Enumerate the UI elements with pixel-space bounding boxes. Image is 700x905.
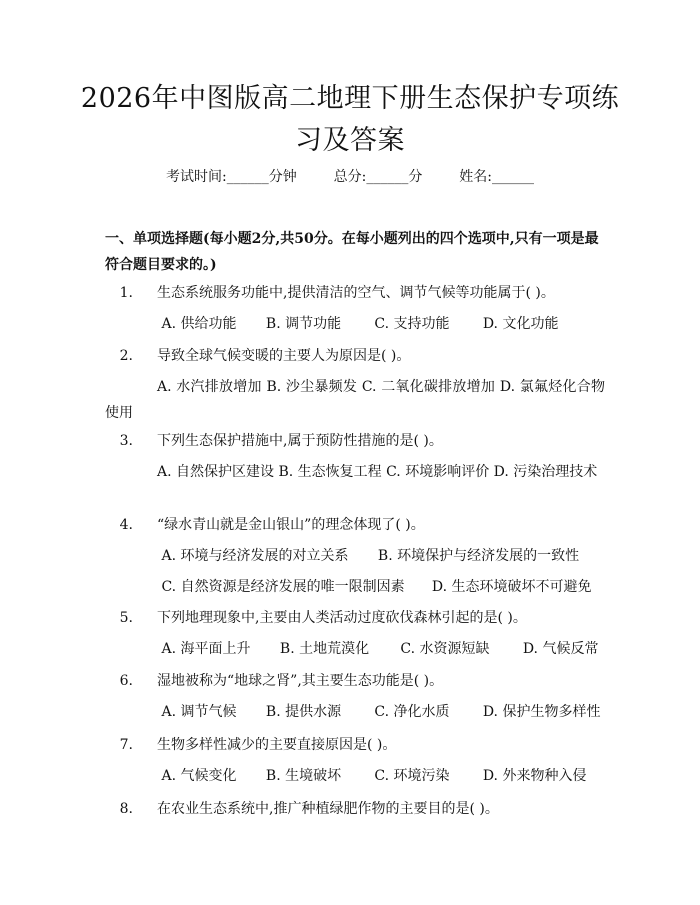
option: D. 生态环境破坏不可避免: [431, 579, 592, 595]
time-label: 考试时间:: [166, 169, 227, 185]
question-text: 下列生态保护措施中,属于预防性措施的是( )。: [157, 433, 443, 449]
question-options: [105, 459, 605, 485]
option: D. 外来物种入侵: [482, 768, 587, 784]
question-stem: [105, 732, 605, 758]
option: C. 环境污染: [374, 768, 450, 784]
question-text: 生物多样性减少的主要直接原因是( )。: [157, 737, 397, 753]
question-options: [105, 374, 605, 426]
name-label: 姓名:: [459, 169, 492, 185]
question-options: [105, 699, 605, 725]
question-text: 导致全球气候变暖的主要人为原因是( )。: [157, 348, 411, 364]
question-number: 8.: [119, 801, 133, 817]
option: D. 文化功能: [482, 316, 559, 332]
exam-info: [0, 166, 700, 188]
option: B. 土地荒漠化: [279, 641, 370, 657]
option: A. 供给功能: [161, 316, 237, 332]
option: A. 气候变化: [161, 768, 237, 784]
question-number: 4.: [119, 517, 133, 533]
option: B. 提供水源: [265, 704, 342, 720]
question-stem: [105, 605, 605, 631]
question-stem: [105, 668, 605, 694]
time-blank: ______分钟: [226, 169, 297, 185]
option: C. 自然资源是经济发展的唯一限制因素: [161, 579, 405, 595]
question-stem: [105, 280, 605, 306]
option-line: A. 自然保护区建设 B. 生态恢复工程 C. 环境影响评价 D. 污染治理技术: [157, 464, 598, 480]
question-number: 3.: [119, 433, 133, 449]
question-options: [105, 311, 605, 337]
question-number: 5.: [119, 610, 133, 626]
option: B. 调节功能: [265, 316, 342, 332]
question-text: 下列地理现象中,主要由人类活动过度砍伐森林引起的是( )。: [157, 610, 527, 626]
option: A. 环境与经济发展的对立关系: [161, 548, 349, 564]
option: D. 保护生物多样性: [482, 704, 601, 720]
option: B. 环境保护与经济发展的一致性: [377, 548, 580, 564]
option: A. 海平面上升: [161, 641, 251, 657]
title-line-1: 2026年中图版高二地理下册生态保护专项练: [80, 83, 620, 114]
question-options: [105, 763, 605, 789]
question-number: 2.: [119, 348, 133, 364]
option-line: A. 水汽排放增加 B. 沙尘暴频发 C. 二氧化碳排放增加 D. 氯氟烃化合物使用: [105, 379, 605, 421]
option: C. 水资源短缺: [400, 641, 490, 657]
name-blank: ______: [491, 169, 534, 185]
question-stem: [105, 428, 605, 454]
question-options: [105, 636, 605, 662]
option: C. 净化水质: [374, 704, 450, 720]
section-heading: 一、单项选择题(每小题2分,共50分。在每小题列出的四个选项中,只有一项是最符合题目要求的。): [105, 231, 599, 273]
score-label: 总分:: [333, 169, 367, 185]
title-line-2: 习及答案: [295, 125, 405, 156]
score-blank: ______分: [366, 169, 423, 185]
question-stem: [105, 512, 605, 538]
question-number: 7.: [119, 737, 133, 753]
option: C. 支持功能: [374, 316, 450, 332]
page-title: [60, 78, 640, 162]
option: D. 气候反常: [522, 641, 599, 657]
question-stem: [105, 796, 605, 822]
question-text: 在农业生态系统中,推广种植绿肥作物的主要目的是( )。: [157, 801, 499, 817]
question-number: 6.: [119, 673, 133, 689]
option: B. 生境破坏: [265, 768, 342, 784]
question-options: [105, 543, 605, 569]
option: A. 调节气候: [161, 704, 237, 720]
question-options: [105, 574, 605, 600]
question-text: 生态系统服务功能中,提供清洁的空气、调节气候等功能属于( )。: [157, 285, 555, 301]
question-text: “绿水青山就是金山银山”的理念体现了( )。: [157, 517, 425, 533]
question-text: 湿地被称为“地球之肾”,其主要生态功能是( )。: [157, 673, 444, 689]
question-number: 1.: [119, 285, 133, 301]
question-stem: [105, 343, 605, 369]
